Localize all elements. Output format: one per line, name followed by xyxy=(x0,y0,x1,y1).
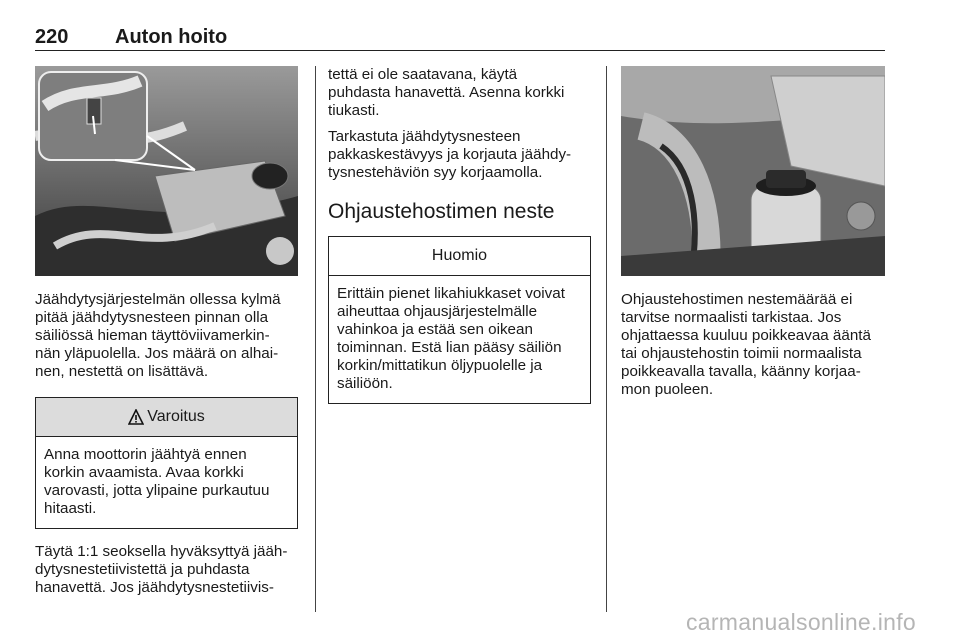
warning-triangle-icon xyxy=(128,409,144,425)
warning-box xyxy=(35,397,298,529)
chapter-title: Auton hoito xyxy=(115,26,228,48)
coolant-reservoir-photo xyxy=(35,66,298,276)
antifreeze-paragraph: Tarkastuta jäähdytysnesteen pakkaskestävyys ja korjauta jäähdy- tysnestehäviön syy korjaamolla. xyxy=(328,128,572,181)
notice-box-header xyxy=(329,237,590,276)
page-header xyxy=(35,22,885,51)
coolant-level-paragraph: Jäähdytysjärjestelmän ollessa kylmä pitää jäähdytysnesteen pinnan olla säiliössä hieman täyttöviivamerkin- nän yläpuolella. Jos määrä on alhai- nen, nestettä on lisättävä. xyxy=(35,291,281,380)
warning-box-header xyxy=(36,398,297,437)
column-2 xyxy=(328,66,591,418)
column-1 xyxy=(35,66,298,605)
page-number: 220 xyxy=(35,26,69,48)
notice-title: Huomio xyxy=(431,247,488,264)
column-divider-2 xyxy=(606,66,607,612)
column-3 xyxy=(621,66,885,407)
notice-text: Erittäin pienet likahiukkaset voivat aiheuttaa ohjausjärjestelmälle vahinkoa ja estää sen oikean toiminnan. Estä lian pääsy säiliön korkin/mittatikun öljypuolelle ja säiliöön. xyxy=(337,285,565,392)
refill-paragraph: Täytä 1:1 seoksella hyväksyttyä jääh- dytysnestetiivistettä ja puhdasta hanavettä. Jos jäähdytysnestetiivis- xyxy=(35,543,288,596)
column-divider-1 xyxy=(315,66,316,612)
watermark: carmanualsonline.info xyxy=(685,609,916,635)
power-steering-paragraph: Ohjaustehostimen nestemäärää ei tarvitse normaalisti tarkistaa. Jos ohjattaessa kuuluu poikkeavaa ääntä tai ohjaustehostin toimii normaalista poikkeavalla tavalla, käänny korjaa- mon puoleen. xyxy=(621,291,871,398)
power-steering-reservoir-photo xyxy=(621,66,885,276)
tap-water-paragraph: tettä ei ole saatavana, käytä puhdasta hanavettä. Asenna korkki tiukasti. xyxy=(328,66,565,119)
notice-box xyxy=(328,236,591,404)
warning-text: Anna moottorin jäähtyä ennen korkin avaamista. Avaa korkki varovasti, jotta ylipaine purkautuu hitaasti. xyxy=(44,446,270,517)
warning-title: Varoitus xyxy=(147,408,205,425)
section-heading: Ohjaustehostimen neste xyxy=(328,200,555,223)
